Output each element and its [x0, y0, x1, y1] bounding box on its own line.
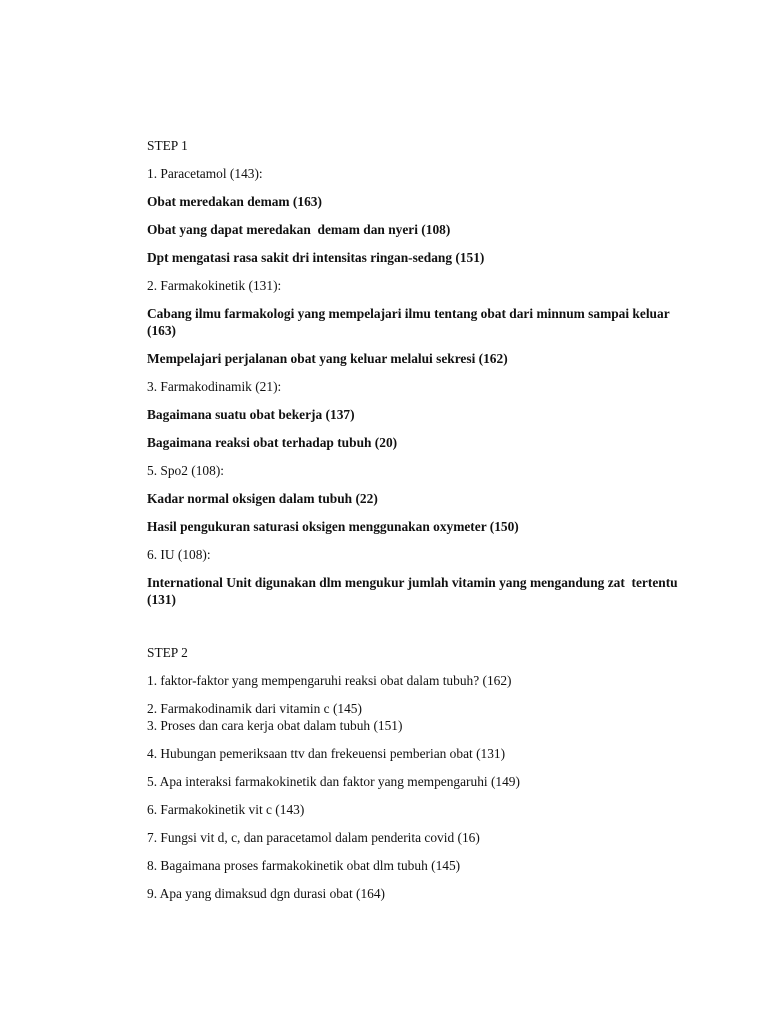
- question-1: 1. faktor-faktor yang mempengaruhi reaksi obat dalam tubuh? (162): [147, 673, 512, 688]
- term-paracetamol: 1. Paracetamol (143):: [147, 166, 263, 181]
- question-5: 5. Apa interaksi farmakokinetik dan faktor yang mempengaruhi (149): [147, 774, 520, 789]
- document-page: [147, 137, 687, 913]
- answer-farmakokinetik-2: Mempelajari perjalanan obat yang keluar melalui sekresi (162): [147, 351, 508, 366]
- answer-farmakodinamik-1: Bagaimana suatu obat bekerja (137): [147, 407, 355, 422]
- answer-farmakokinetik-1: Cabang ilmu farmakologi yang mempelajari ilmu tentang obat dari minnum sampai keluar (163): [147, 306, 673, 338]
- question-7: 7. Fungsi vit d, c, dan paracetamol dalam penderita covid (16): [147, 830, 480, 845]
- question-3: 3. Proses dan cara kerja obat dalam tubuh (151): [147, 718, 403, 733]
- answer-spo2-2: Hasil pengukuran saturasi oksigen menggunakan oxymeter (150): [147, 519, 519, 534]
- term-iu: 6. IU (108):: [147, 547, 211, 562]
- term-spo2: 5. Spo2 (108):: [147, 463, 224, 478]
- answer-farmakodinamik-2: Bagaimana reaksi obat terhadap tubuh (20): [147, 435, 398, 450]
- question-4: 4. Hubungan pemeriksaan ttv dan frekeuensi pemberian obat (131): [147, 746, 506, 761]
- step1-heading: STEP 1: [147, 138, 188, 153]
- answer-spo2-1: Kadar normal oksigen dalam tubuh (22): [147, 491, 378, 506]
- term-farmakodinamik: 3. Farmakodinamik (21):: [147, 379, 282, 394]
- question-8: 8. Bagaimana proses farmakokinetik obat dlm tubuh (145): [147, 858, 461, 873]
- step2-heading: STEP 2: [147, 645, 188, 660]
- answer-paracetamol-3: Dpt mengatasi rasa sakit dri intensitas ringan-sedang (151): [147, 250, 485, 265]
- answer-paracetamol-2: Obat yang dapat meredakan demam dan nyeri (108): [147, 222, 451, 237]
- answer-paracetamol-1: Obat meredakan demam (163): [147, 194, 322, 209]
- question-2: 2. Farmakodinamik dari vitamin c (145): [147, 701, 362, 716]
- answer-iu-1: International Unit digunakan dlm mengukur jumlah vitamin yang mengandung zat tertentu (131): [147, 575, 681, 607]
- term-farmakokinetik: 2. Farmakokinetik (131):: [147, 278, 282, 293]
- question-9: 9. Apa yang dimaksud dgn durasi obat (164): [147, 886, 386, 901]
- question-6: 6. Farmakokinetik vit c (143): [147, 802, 305, 817]
